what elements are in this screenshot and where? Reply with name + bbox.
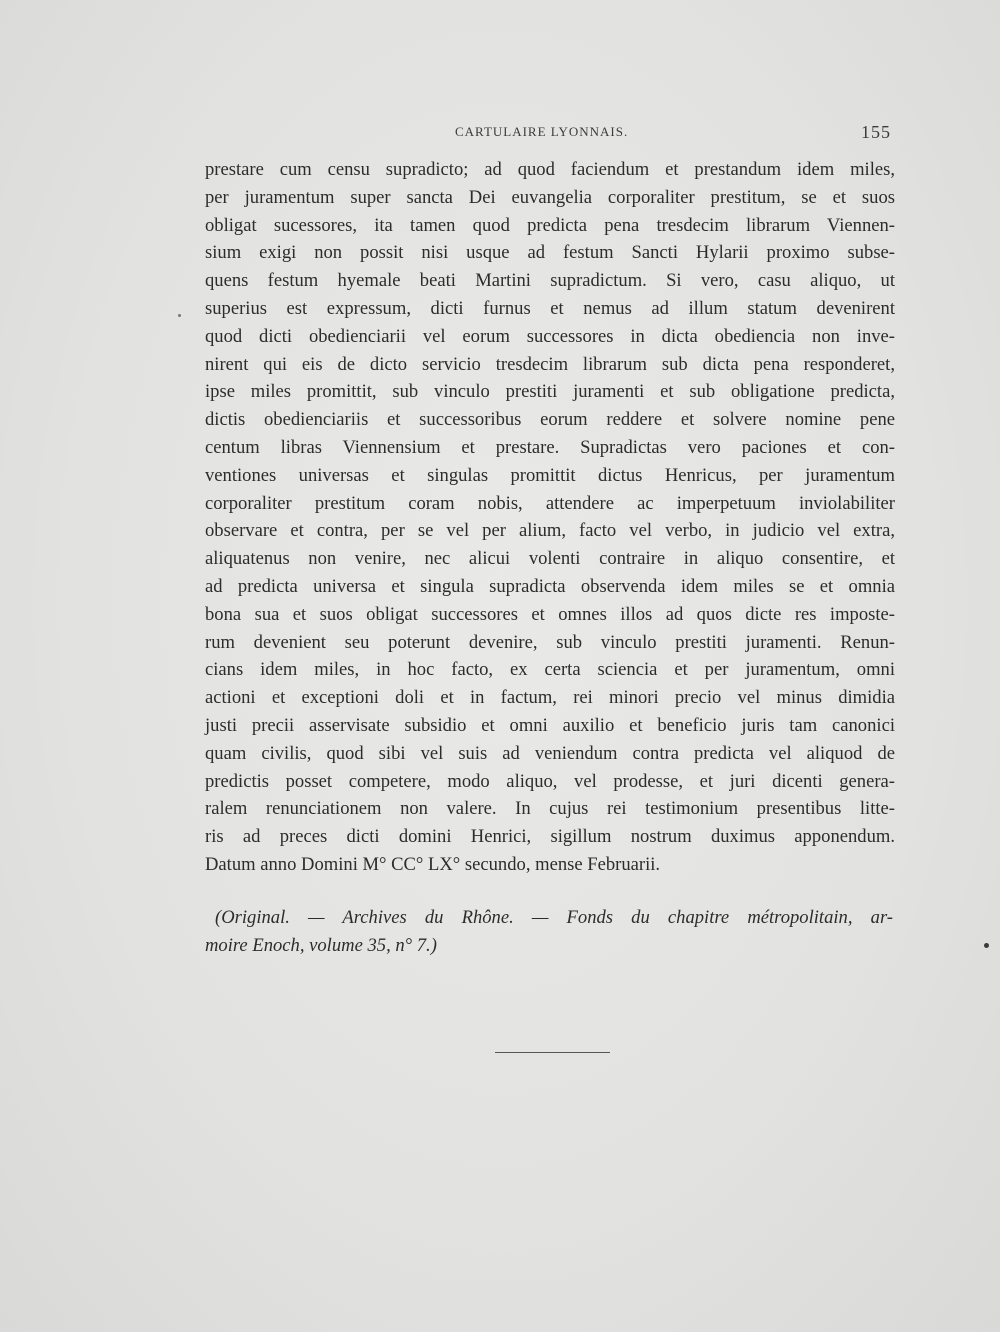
- text-line: quens festum hyemale beati Martini supradictum. Si vero, casu aliquo, ut: [205, 270, 895, 292]
- text-line: rum devenient seu poterunt devenire, sub vinculo prestiti juramenti. Renun-: [205, 631, 895, 653]
- text-line: ad predicta universa et singula supradicta observenda idem miles se et omnia: [205, 575, 895, 597]
- text-line: observare et contra, per se vel per alium, facto vel verbo, in judicio vel extra,: [205, 520, 895, 542]
- text-line: ventiones universas et singulas promittit dictus Henricus, per juramentum: [205, 464, 895, 486]
- running-header: [205, 124, 895, 146]
- paper-speck: [984, 943, 989, 948]
- paper-speck: [178, 314, 181, 317]
- text-line: Datum anno Domini M° CC° LX° secundo, mense Februarii.: [205, 853, 661, 875]
- text-line: justi precii asservisate subsidio et omni auxilio et beneficio juris tam canonici: [205, 714, 895, 736]
- end-rule-divider: [495, 1052, 610, 1053]
- text-line: quam civilis, quod sibi vel suis ad veniendum contra predicta vel aliquod de: [205, 742, 895, 764]
- text-line: obligat sucessores, ita tamen quod predicta pena tresdecim librarum Viennen-: [205, 214, 895, 236]
- text-line: cians idem miles, in hoc facto, ex certa sciencia et per juramentum, omni: [205, 659, 895, 681]
- text-line: sium exigi non possit nisi usque ad festum Sancti Hylarii proximo subse-: [205, 242, 895, 264]
- text-line: ipse miles promittit, sub vinculo prestiti juramenti et sub obligatione predicta,: [205, 381, 895, 403]
- text-line: bona sua et suos obligat successores et omnes illos ad quos dicte res imposte-: [205, 603, 895, 625]
- text-line: corporaliter prestitum coram nobis, attendere ac imperpetuum inviolabiliter: [205, 492, 895, 514]
- text-line: aliquatenus non venire, nec alicui volenti contraire in aliquo consentire, et: [205, 548, 895, 570]
- source-citation: [205, 904, 893, 959]
- citation-line: moire Enoch, volume 35, n° 7.): [205, 934, 437, 956]
- citation-line: (Original. — Archives du Rhône. — Fonds du chapitre métropolitain, ar-: [215, 907, 893, 928]
- text-line: quod dicti obedienciarii vel eorum successores in dicta obediencia non inve-: [205, 325, 895, 347]
- text-line: per juramentum super sancta Dei euvangelia corporaliter prestitum, se et suos: [205, 186, 895, 208]
- text-line: dictis obedienciariis et successoribus eorum reddere et solvere nomine pene: [205, 409, 895, 431]
- text-line: ris ad preces dicti domini Henrici, sigillum nostrum duximus apponendum.: [205, 826, 895, 848]
- body-text: [205, 156, 895, 879]
- text-line: predictis posset competere, modo aliquo, vel prodesse, et juri dicenti genera-: [205, 770, 895, 792]
- text-line: centum libras Viennensium et prestare. Supradictas vero paciones et con-: [205, 436, 895, 458]
- text-line: nirent qui eis de dicto servicio tresdecim librarum sub dicta pena responderet,: [205, 353, 895, 375]
- text-line: prestare cum censu supradicto; ad quod faciendum et prestandum idem miles,: [205, 159, 895, 180]
- running-title: CARTULAIRE LYONNAIS.: [455, 124, 629, 139]
- page-number: 155: [861, 122, 891, 142]
- text-line: actioni et exceptioni doli et in factum, rei minori precio vel minus dimidia: [205, 687, 895, 709]
- text-line: superius est expressum, dicti furnus et nemus ad illum statum devenirent: [205, 297, 895, 319]
- text-line: ralem renunciationem non valere. In cujus rei testimonium presentibus litte-: [205, 798, 895, 820]
